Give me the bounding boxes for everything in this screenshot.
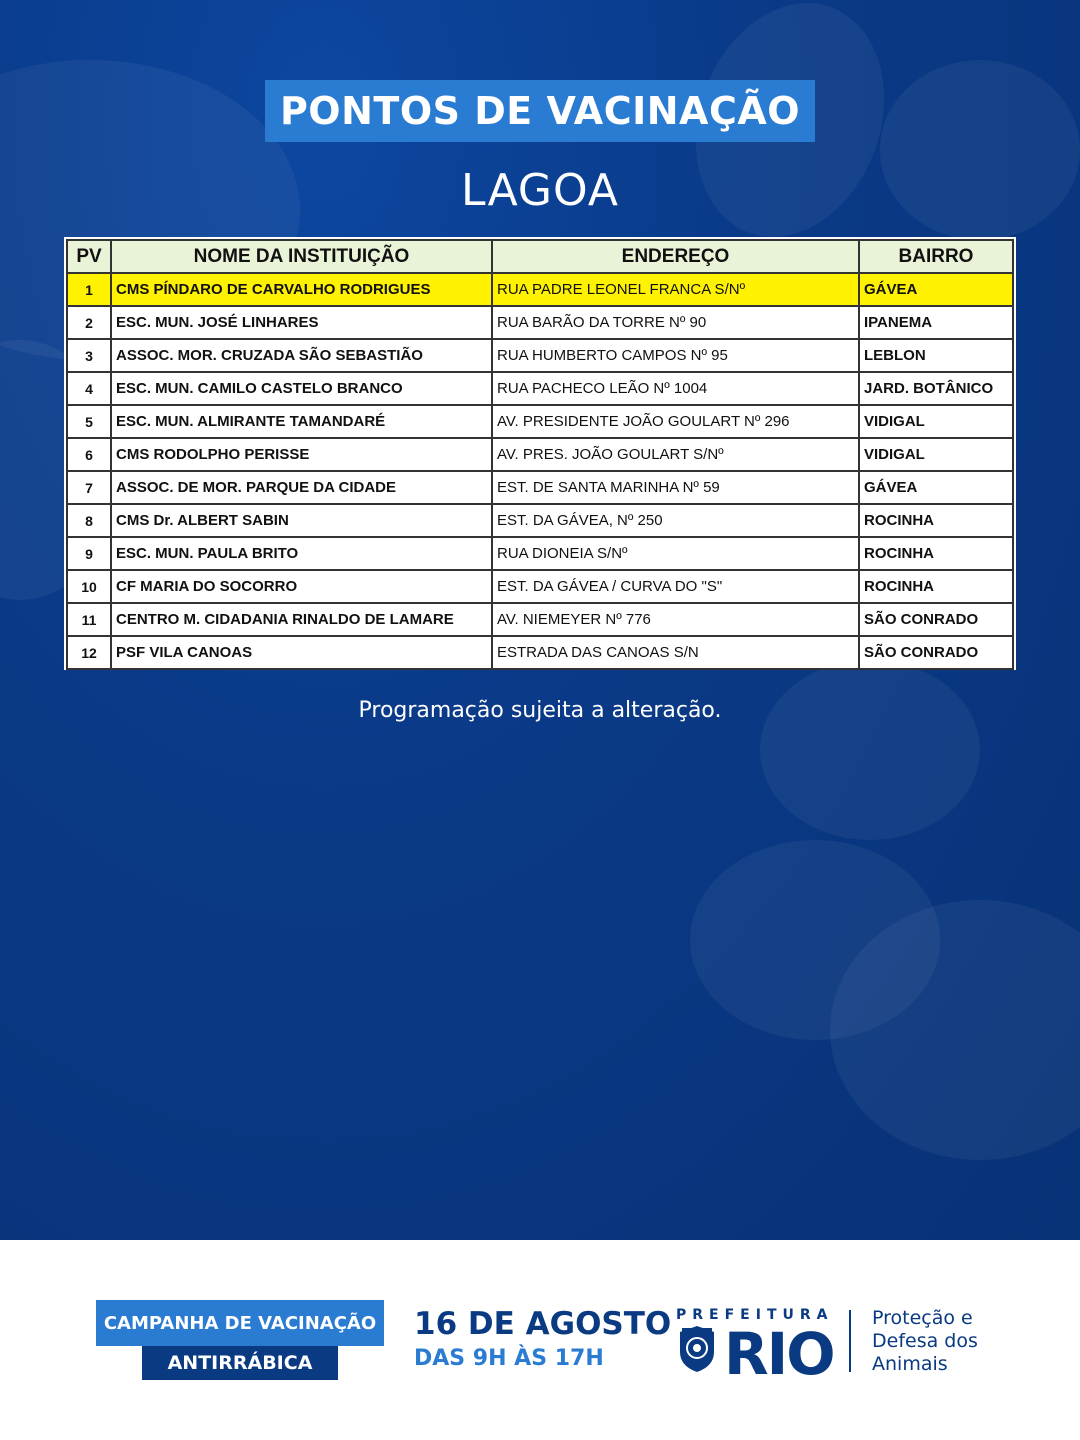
cell-institution: ASSOC. MOR. CRUZADA SÃO SEBASTIÃO (111, 339, 492, 372)
campaign-line2: ANTIRRÁBICA (167, 1352, 313, 1374)
cell-pv: 1 (67, 273, 111, 306)
cell-institution: ESC. MUN. ALMIRANTE TAMANDARÉ (111, 405, 492, 438)
cell-institution: CMS PÍNDARO DE CARVALHO RODRIGUES (111, 273, 492, 306)
cell-neighborhood: SÃO CONRADO (859, 636, 1013, 669)
cell-institution: ESC. MUN. PAULA BRITO (111, 537, 492, 570)
cell-pv: 7 (67, 471, 111, 504)
vaccination-points-table (64, 237, 1016, 670)
cell-address: AV. NIEMEYER Nº 776 (492, 603, 859, 636)
cell-address: EST. DA GÁVEA / CURVA DO "S" (492, 570, 859, 603)
table-row (67, 438, 1013, 471)
cell-neighborhood: SÃO CONRADO (859, 603, 1013, 636)
table-row (67, 570, 1013, 603)
agency-line: Animais (872, 1353, 948, 1375)
region-subtitle: LAGOA (461, 165, 619, 216)
column-header-neighborhood: BAIRRO (859, 240, 1013, 273)
table-row (67, 537, 1013, 570)
cell-neighborhood: JARD. BOTÂNICO (859, 372, 1013, 405)
cell-pv: 12 (67, 636, 111, 669)
cell-institution: ESC. MUN. CAMILO CASTELO BRANCO (111, 372, 492, 405)
city-seal-icon (674, 1324, 720, 1374)
table-row (67, 471, 1013, 504)
event-hours: DAS 9H ÀS 17H (414, 1346, 604, 1371)
table-row (67, 339, 1013, 372)
agency-line: Proteção e (872, 1307, 973, 1329)
cell-institution: PSF VILA CANOAS (111, 636, 492, 669)
cell-neighborhood: LEBLON (859, 339, 1013, 372)
table-header-row (67, 240, 1013, 273)
agency-line: Defesa dos (872, 1330, 978, 1352)
table-row (67, 405, 1013, 438)
cell-address: AV. PRESIDENTE JOÃO GOULART Nº 296 (492, 405, 859, 438)
column-header-address: ENDEREÇO (492, 240, 859, 273)
cell-neighborhood: VIDIGAL (859, 438, 1013, 471)
campaign-badge-top (96, 1300, 384, 1346)
cell-pv: 11 (67, 603, 111, 636)
table-row (67, 273, 1013, 306)
table-row (67, 504, 1013, 537)
cell-address: RUA BARÃO DA TORRE Nº 90 (492, 306, 859, 339)
cell-neighborhood: ROCINHA (859, 570, 1013, 603)
title-banner (265, 80, 815, 142)
agency-name (872, 1307, 978, 1376)
cell-institution: ESC. MUN. JOSÉ LINHARES (111, 306, 492, 339)
column-header-pv: PV (67, 240, 111, 273)
cell-institution: CF MARIA DO SOCORRO (111, 570, 492, 603)
rio-logo-text: RIO (724, 1320, 834, 1388)
cell-pv: 5 (67, 405, 111, 438)
campaign-line1: CAMPANHA DE VACINAÇÃO (103, 1312, 377, 1334)
footer-divider (849, 1310, 851, 1372)
table (66, 239, 1014, 670)
cell-pv: 2 (67, 306, 111, 339)
cell-pv: 8 (67, 504, 111, 537)
cell-neighborhood: IPANEMA (859, 306, 1013, 339)
cell-pv: 6 (67, 438, 111, 471)
cell-neighborhood: ROCINHA (859, 537, 1013, 570)
cell-institution: CMS RODOLPHO PERISSE (111, 438, 492, 471)
column-header-institution: NOME DA INSTITUIÇÃO (111, 240, 492, 273)
cell-institution: CMS Dr. ALBERT SABIN (111, 504, 492, 537)
cell-address: RUA HUMBERTO CAMPOS Nº 95 (492, 339, 859, 372)
cell-address: EST. DE SANTA MARINHA Nº 59 (492, 471, 859, 504)
cell-address: RUA DIONEIA S/Nº (492, 537, 859, 570)
table-row (67, 603, 1013, 636)
page-title: PONTOS DE VACINAÇÃO (279, 89, 801, 133)
cell-address: RUA PACHECO LEÃO Nº 1004 (492, 372, 859, 405)
table-row (67, 306, 1013, 339)
cell-pv: 3 (67, 339, 111, 372)
cell-address: EST. DA GÁVEA, Nº 250 (492, 504, 859, 537)
prefeitura-label: PREFEITURA (676, 1307, 834, 1323)
cell-institution: ASSOC. DE MOR. PARQUE DA CIDADE (111, 471, 492, 504)
table-row (67, 636, 1013, 669)
cell-pv: 4 (67, 372, 111, 405)
cell-address: RUA PADRE LEONEL FRANCA S/Nº (492, 273, 859, 306)
cell-pv: 9 (67, 537, 111, 570)
disclaimer-note: Programação sujeita a alteração. (358, 698, 722, 723)
cell-neighborhood: ROCINHA (859, 504, 1013, 537)
cell-neighborhood: GÁVEA (859, 471, 1013, 504)
cell-address: AV. PRES. JOÃO GOULART S/Nº (492, 438, 859, 471)
campaign-badge-bottom (142, 1346, 338, 1380)
event-date: 16 DE AGOSTO (414, 1306, 672, 1342)
cell-neighborhood: VIDIGAL (859, 405, 1013, 438)
decorative-blob (760, 660, 980, 840)
cell-pv: 10 (67, 570, 111, 603)
cell-neighborhood: GÁVEA (859, 273, 1013, 306)
cell-institution: CENTRO M. CIDADANIA RINALDO DE LAMARE (111, 603, 492, 636)
table-row (67, 372, 1013, 405)
cell-address: ESTRADA DAS CANOAS S/N (492, 636, 859, 669)
